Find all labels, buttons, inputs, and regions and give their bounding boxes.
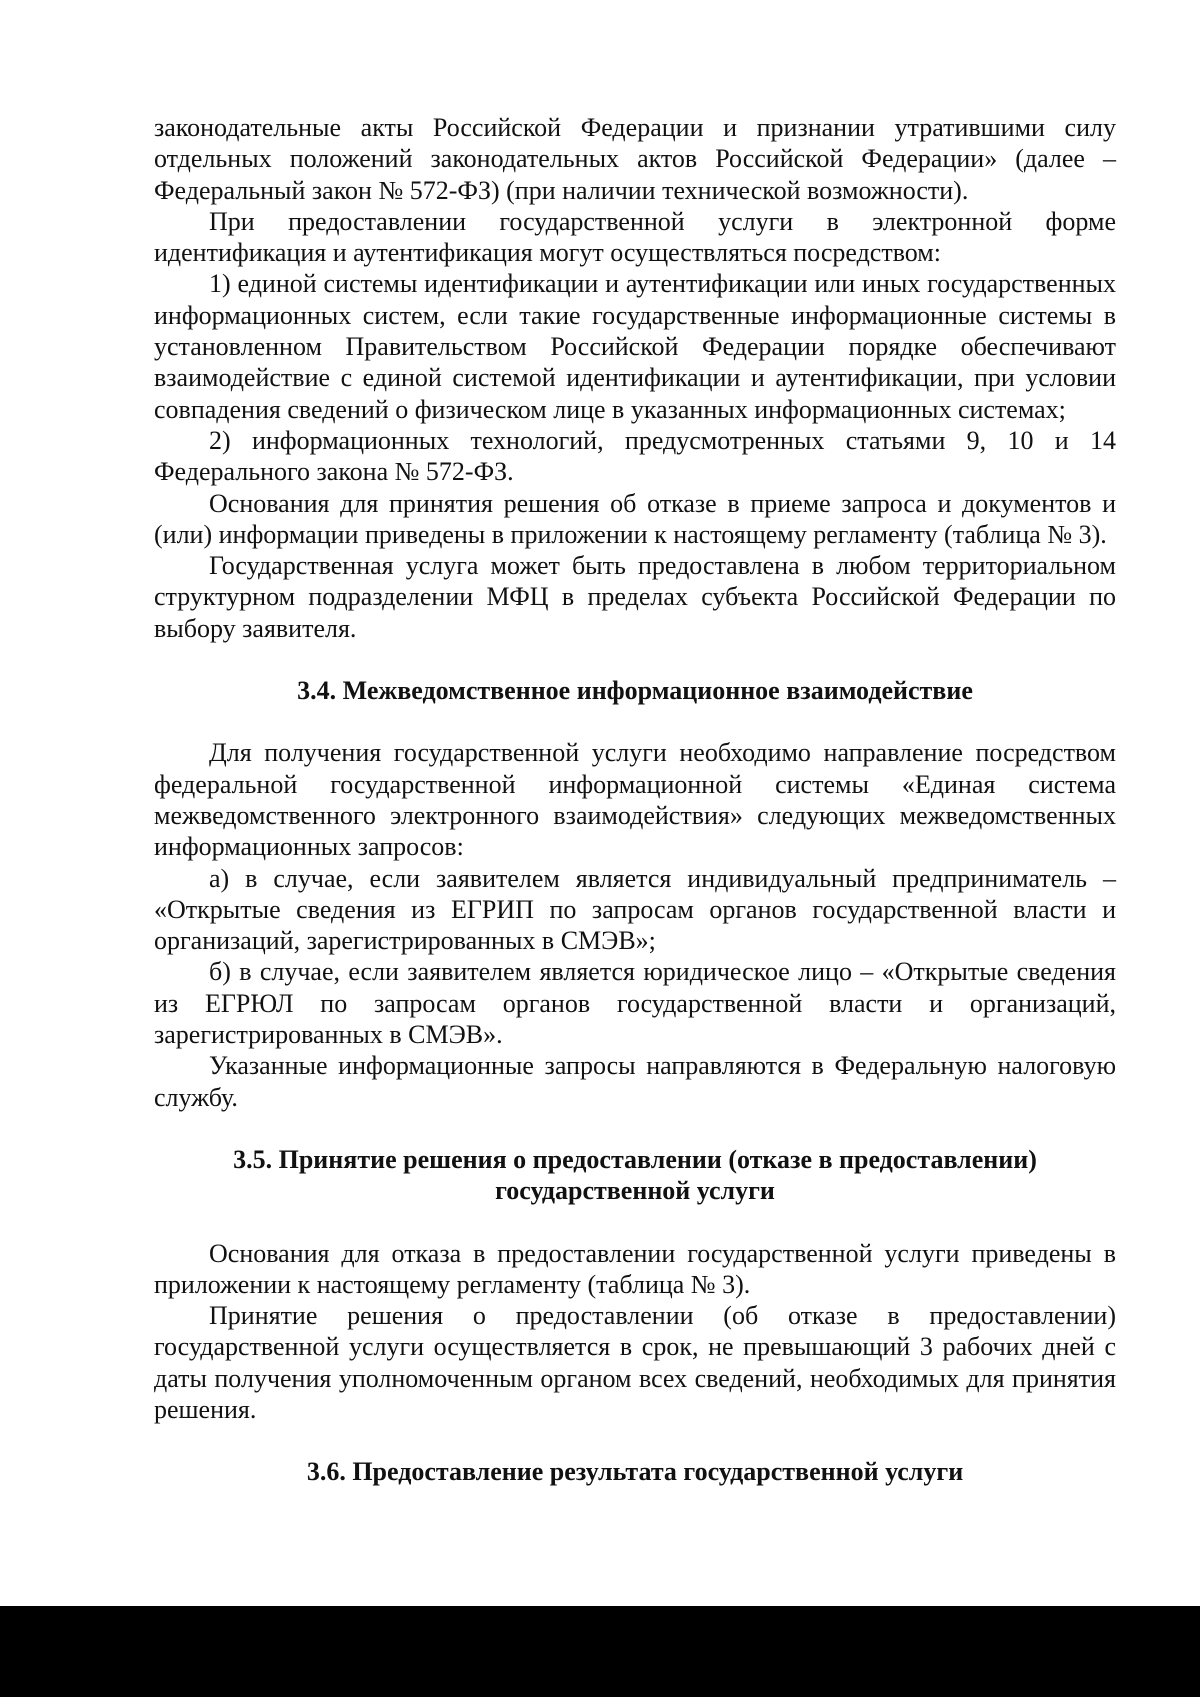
list-item-2: 2) информационных технологий, предусмотренных статьями 9, 10 и 14 Федерального закона № 572-ФЗ. [154,425,1116,487]
section-3-6-title: 3.6. Предоставление результата государственной услуги [306,1457,964,1487]
section-3-4-paragraph: Для получения государственной услуги необходимо направление посредством федеральной государственной информационной системы «Единая система межведомственного электронного взаимодействия» следующих межведомственных информационных запросов: [154,738,1116,862]
section-3-5-title-line: государственной услуги [495,1176,775,1206]
section-3-4-paragraph: Указанные информационные запросы направляются в Федеральную налоговую службу. [154,1051,1116,1112]
document-body [154,112,1116,1488]
paragraph-mfc: Государственная услуга может быть предоставлена в любом территориальном структурном подразделении МФЦ в пределах субъекта Российской Федерации по выбору заявителя. [154,551,1116,643]
paragraph-refusal-grounds: Основания для принятия решения об отказе в приеме запроса и документов и (или) информации приведены в приложении к настоящему регламенту (таблица № 3). [154,488,1116,549]
section-3-4-item-a: а) в случае, если заявителем является индивидуальный предприниматель – «Открытые сведения из ЕГРИП по запросам органов государственной власти и организаций, зарегистрированных в СМЭВ»; [154,863,1116,956]
section-3-4-item-b: б) в случае, если заявителем является юридическое лицо – «Открытые сведения из ЕГРЮЛ по запросам органов государственной власти и организаций, зарегистрированных в СМЭВ». [154,957,1116,1050]
paragraph-continuation: законодательные акты Российской Федерации и признании утратившими силу отдельных положений законодательных актов Российской Федерации» (далее – Федеральный закон № 572-ФЗ) (при наличии технической возможности). [154,113,1116,205]
list-item-1: 1) единой системы идентификации и аутентификации или иных государственных информационных систем, если такие государственные информационные системы в установленном Правительством Российской Федерации порядке обеспечивают взаимодействие с единой системой идентификации и аутентификации, при условии совпадения сведений о физическом лице в указанных информационных системах; [154,269,1116,424]
scan-edge-band [0,1606,1200,1697]
section-3-4-title: 3.4. Межведомственное информационное взаимодействие [297,676,973,706]
section-3-5-paragraph: Основания для отказа в предоставлении государственной услуги приведены в приложении к настоящему регламенту (таблица № 3). [154,1238,1116,1299]
section-3-5-title [154,1144,1116,1207]
paragraph-electronic-identification: При предоставлении государственной услуги в электронной форме идентификация и аутентификация могут осуществляться посредством: [154,206,1116,268]
section-3-5-title-line: 3.5. Принятие решения о предоставлении (отказе в предоставлении) [233,1144,1037,1174]
section-3-5-paragraph: Принятие решения о предоставлении (об отказе в предоставлении) государственной услуги осуществляется в срок, не превышающий 3 рабочих дней с даты получения уполномоченным органом всех сведений, необходимых для принятия решения. [154,1301,1116,1424]
